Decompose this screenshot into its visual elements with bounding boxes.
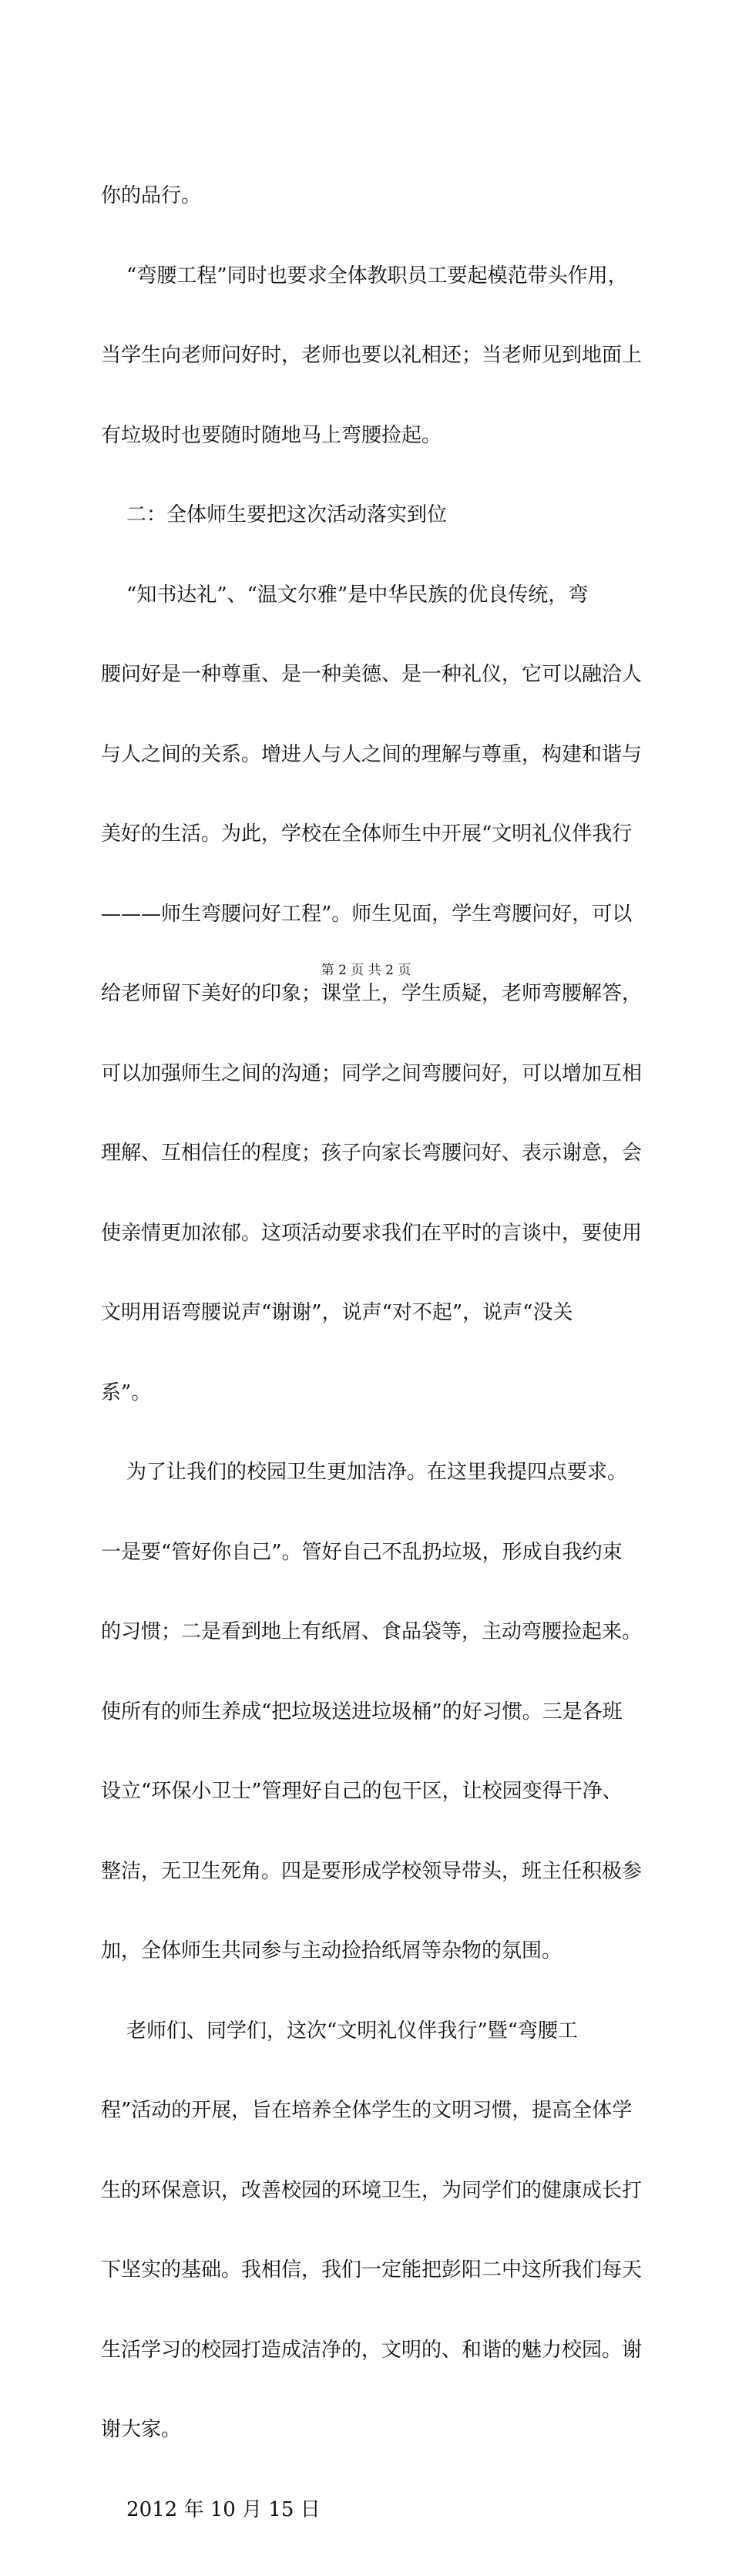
document-date: 2012 年 10 月 15 日 bbox=[101, 2497, 321, 2521]
body-text bbox=[101, 129, 643, 2576]
text-line: 有垃圾时也要随时随地马上弯腰捡起。 bbox=[101, 423, 442, 447]
text-line: 一是要“管好你自己”。管好自己不乱扔垃圾，形成自我约束 bbox=[101, 1540, 623, 1564]
text-line: 为了让我们的校园卫生更加洁净。在这里我提四点要求。 bbox=[101, 1461, 628, 1484]
text-line: 美好的生活。为此，学校在全体师生中开展“文明礼仪伴我行 bbox=[101, 822, 633, 846]
text-line: ———师生弯腰问好工程”。师生见面，学生弯腰问好，可以 bbox=[101, 902, 633, 926]
text-line: “弯腰工程”同时也要求全体教职员工要起模范带头作用， bbox=[101, 264, 628, 288]
text-line: 使亲情更加浓郁。这项活动要求我们在平时的言谈中，要使用 bbox=[101, 1221, 643, 1245]
text-line: 给老师留下美好的印象；课堂上，学生质疑，老师弯腰解答， bbox=[101, 982, 643, 1005]
text-line: 你的品行。 bbox=[101, 184, 202, 207]
text-line: “知书达礼”、“温文尔雅”是中华民族的优良传统，弯 bbox=[101, 583, 589, 607]
section-heading: 二：全体师生要把这次活动落实到位 bbox=[101, 503, 448, 526]
text-line: 理解、互相信任的程度；孩子向家长弯腰问好、表示谢意，会 bbox=[101, 1142, 643, 1165]
text-line: 生活学习的校园打造成洁净的，文明的、和谐的魅力校园。谢 bbox=[101, 2338, 643, 2362]
page-number: 第 2 页 共 2 页 bbox=[321, 963, 411, 978]
text-line: 与人之间的关系。增进人与人之间的理解与尊重，构建和谐与 bbox=[101, 742, 643, 766]
page-footer bbox=[0, 959, 732, 978]
text-line: 的习惯；二是看到地上有纸屑、食品袋等，主动弯腰捡起来。 bbox=[101, 1620, 643, 1643]
text-line: 程”活动的开展，旨在培养全体学生的文明习惯，提高全体学 bbox=[101, 2099, 633, 2122]
text-line: 设立“环保小卫士”管理好自己的包干区，让校园变得干净、 bbox=[101, 1780, 623, 1803]
text-line: 加，全体师生共同参与主动捡拾纸屑等杂物的氛围。 bbox=[101, 1939, 562, 1962]
text-line: 系”。 bbox=[101, 1380, 152, 1404]
text-line: 整洁，无卫生死角。四是要形成学校领导带头，班主任积极参 bbox=[101, 1859, 643, 1883]
text-line: 使所有的师生养成“把垃圾送进垃圾桶”的好习惯。三是各班 bbox=[101, 1700, 623, 1723]
text-line: 可以加强师生之间的沟通；同学之间弯腰问好，可以增加互相 bbox=[101, 1061, 643, 1085]
text-line: 生的环保意识，改善校园的环境卫生，为同学们的健康成长打 bbox=[101, 2178, 643, 2202]
text-line: 文明用语弯腰说声“谢谢”，说声“对不起”，说声“没关 bbox=[101, 1301, 573, 1324]
document-body bbox=[101, 129, 643, 2576]
text-line: 下坚实的基础。我相信，我们一定能把彭阳二中这所我们每天 bbox=[101, 2258, 643, 2282]
text-line: 当学生向老师问好时，老师也要以礼相还；当老师见到地面上 bbox=[101, 344, 643, 367]
text-line: 老师们、同学们，这次“文明礼仪伴我行”暨“弯腰工 bbox=[101, 2019, 578, 2043]
text-line: 腰问好是一种尊重、是一种美德、是一种礼仪，它可以融洽人 bbox=[101, 663, 643, 686]
text-line: 谢大家。 bbox=[101, 2418, 182, 2441]
